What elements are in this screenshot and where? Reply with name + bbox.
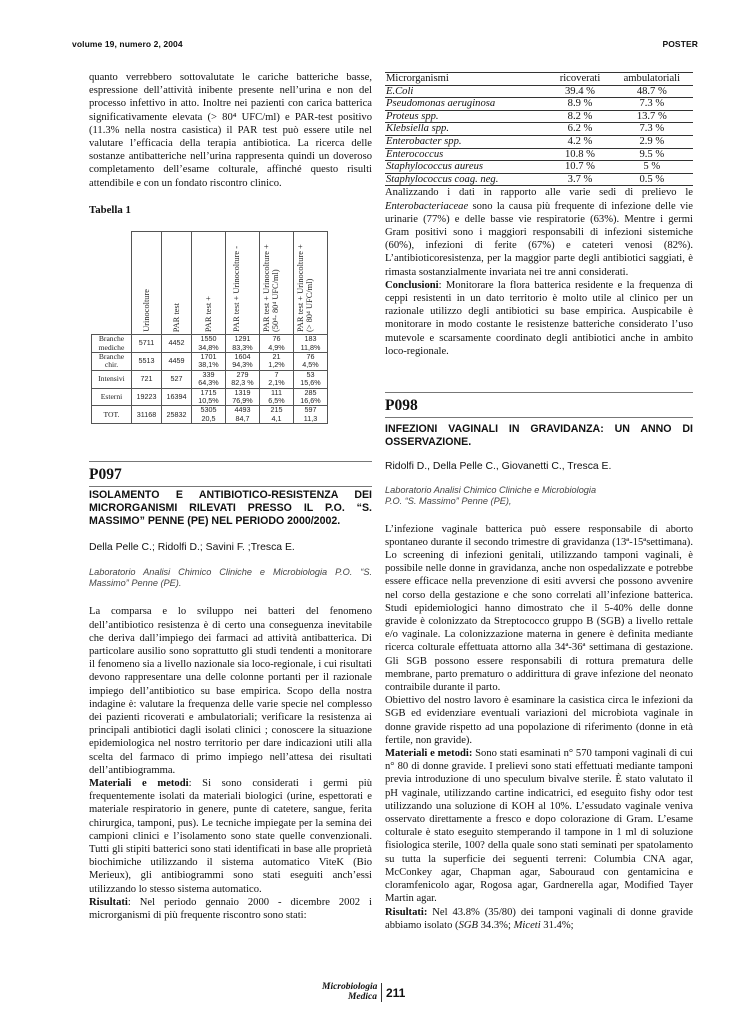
table1-header: PAR test + Urinocolture + (50⁴- 80⁴ UFC/ml) (260, 232, 294, 335)
table-cell: 53 15,6% (294, 370, 328, 388)
row-label: Branche chir. (92, 353, 132, 371)
table-cell: 527 (162, 370, 192, 388)
p098-affiliation: Laboratorio Analisi Chimico Cliniche e Microbiologia P.O. “S. Massimo” Penne (PE), (385, 484, 597, 507)
table1-header: PAR test + Urinocolture + (> 80⁴ UFC/ml) (294, 232, 328, 335)
table-cell: 1604 94,3% (226, 353, 260, 371)
table-row: Klebsiella spp. 6.2 % 7.3 % (385, 123, 693, 136)
table2-header-row (385, 73, 693, 86)
table-cell: 1715 10,5% (192, 388, 226, 406)
table-cell: 1701 38,1% (192, 353, 226, 371)
p098-authors: Ridolfi D., Della Pelle C., Giovanetti C., Tresca E. (385, 460, 612, 472)
table-row (92, 353, 328, 371)
table-cell: 285 16,6% (294, 388, 328, 406)
p097-title: ISOLAMENTO E ANTIBIOTICO-RESISTENZA DEI MICRORGANISMI RILEVATI PRESSO IL P.O. “S. MASSIMO” PENNE (PE) NEL PERIODO 2000/2002. (89, 489, 372, 527)
p097-authors: Della Pelle C.; Ridolfi D.; Savini F. ;Tresca E. (89, 542, 295, 554)
methods-label: Materiali e metodi (89, 778, 189, 790)
table-row: E.Coli 39.4 % 48.7 % (385, 85, 693, 98)
table-cell: 16394 (162, 388, 192, 406)
table-header: ricoverati (549, 73, 609, 86)
conclusions-label: Conclusioni (385, 279, 439, 291)
table-cell: 5513 (132, 353, 162, 371)
p098-objective: Obiettivo del nostro lavoro è esaminare la casistica circa le infezioni da SGB ed evidenziare eventuali variazioni del microbiota vaginale in donne gravide rispetto ad una popolazione di riferimento (donne in età fertile, non gravide). (385, 695, 693, 746)
table-row: Pseudomonas aeruginosa 8.9 % 7.3 % (385, 98, 693, 111)
table-cell: 5711 (132, 335, 162, 353)
table-cell: 21 1,2% (260, 353, 294, 371)
row-label: Branche mediche (92, 335, 132, 353)
left-column (89, 71, 372, 424)
analysis-paragraph: Analizzando i dati in rapporto alle varie sedi di prelievo le Enterobacteriaceae sono la causa più frequente di infezione delle vie urinarie (77%) e delle basse vie respiratorie (63%). Mentre i germi Gram positivi sono i maggiori responsabili di infezioni sistemiche (60%), infezioni di ferite (67%) e cateteri venosi (82%). L’antibioticoresistenza, per la maggior parte degli antibiotici saggiati, è rimasta sostanzialmente invariata nei tre anni considerati. (385, 187, 693, 278)
running-header-right: POSTER (662, 39, 698, 49)
table1-header: PAR test (162, 232, 192, 335)
table-header: ambulatoriali (610, 73, 693, 86)
table-cell: 597 11,3 (294, 406, 328, 424)
table-row (92, 335, 328, 353)
table1 (91, 231, 328, 424)
p098-results: Risultati: Nel 43.8% (35/80) dei tamponi vaginali di donne gravide abbiamo isolato (SGB 34.3%; Miceti 31.4%; (385, 906, 693, 931)
table-cell: 4459 (162, 353, 192, 371)
page-footer (322, 983, 405, 1002)
table-cell: 279 82,3 % (226, 370, 260, 388)
p097-body (89, 489, 372, 922)
table1-caption: Tabella 1 (89, 203, 131, 216)
table-cell: 4452 (162, 335, 192, 353)
row-label: TOT. (92, 406, 132, 424)
p098-methods: Materiali e metodi: Sono stati esaminati n° 570 tamponi vaginali di cui n° 80 di donne gravide. I prelievi sono stati effettuati mediante tamponi previa introduzione di uno speculum bivalve sterile. È stato valutato il pH vaginale, utilizzando cartine indicatrici, ed eseguito fishy odor test utilizzando una soluzione di KOH al 10%. L’essudato vaginale veniva osservato direttamente a fresco e dopo colorazione di Gram. L’esame colturale è stato eseguito stemperando il tampone in 1 ml di soluzione fisiologica sterile, 100? della quale sono stati seminati per spatolamento su tutta la superficie dei seguenti terreni: Columbia CNA agar, McConkey agar, Chapman agar, Sabouraud con gentamicina e cloramfenicolo agar, Rogosa agar, Gardnerella agar, Modified Tayer Martin agar. (385, 748, 693, 905)
conclusions-paragraph: Conclusioni: Monitorare la flora batterica residente e la frequenza di ceppi resistenti in un dato territorio è molto utile al clinico per un razionale utilizzo degli antibiotici su base empirica. Auspicabile è monitorare in modo costante le resistenze batteriche considerato l’uso mutevole e scarsamente coordinato degli antibiotici anche in ambito loco-regionale. (385, 279, 693, 357)
table-cell: 183 11,8% (294, 335, 328, 353)
p097-affiliation: Laboratorio Analisi Chimico Cliniche e Microbiologia P.O. “S. Massimo” Penne (PE). (89, 566, 372, 588)
table-cell: 7 2,1% (260, 370, 294, 388)
table1-corner (92, 232, 132, 335)
intro-paragraph: quanto verrebbero sottovalutate le cariche batteriche basse, espressione dell’attività inibente presente nell’urina e non del processo infettivo in atto. Inoltre nei pazienti con carica batterica significativamente elevata (> 80⁴ UFC/ml) e PAR-test positivo (11.3% nella nostra casistica) il PAR test può essere utile nel valutare l’efficacia della terapia antibiotica. La ricerca delle sostanze antibatteriche nell’urina rappresenta quindi un doveroso completamento dell’esame colturale, affinché questo risulti attendibile e con un fondato riscontro clinico. (89, 72, 372, 189)
table-cell: 19223 (132, 388, 162, 406)
table1-header: Urinocolture (132, 232, 162, 335)
table2 (385, 72, 693, 186)
table-cell: 339 64,3% (192, 370, 226, 388)
table1-header: PAR test + Urinocolture - (226, 232, 260, 335)
table-row: Staphylococcus aureus 10.7 % 5 % (385, 161, 693, 174)
page-number: 211 (386, 986, 406, 1000)
table-cell: 31168 (132, 406, 162, 424)
methods-label: Materiali e metodi: (385, 748, 473, 760)
table1-header-row (92, 232, 328, 335)
table-cell: 4493 84,7 (226, 406, 260, 424)
results-label: Risultati (89, 896, 128, 908)
table-row: Staphylococcus coag. neg. 3.7 % 0.5 % (385, 173, 693, 186)
table-cell: 1550 34,8% (192, 335, 226, 353)
p097-results: Risultati: Nel periodo gennaio 2000 - dicembre 2002 i microrganismi di più frequente riscontro sono stati: (89, 896, 372, 922)
p098-intro: L’infezione vaginale batterica può essere responsabile di aborto spontaneo durante il secondo trimestre di gravidanza (13ª-15ªsettimana). Lo screening di infezioni genitali, utilizzando tamponi vaginali, è possibile nelle donne in gravidanza, anche non ospedalizzate e potrebbe essere efficace nella prevenzione di esiti avversi che possono avvenire nel corso della gestazione e che sono correlati all’infezione batterica. Studi epidemiologici hanno dimostrato che il 5-40% delle donne gravide è colonizzato da Streptococco gruppo B (SGB) a livello rettale e/o vaginale. La colonizzazione materna in genere è definita mediante ricerca colturale effettuata attorno alla 34ª-36ª settimana di gestazione. Gli SGB possono essere responsabili di rottura prematura delle membrane, parto prematuro o addirittura di grave infezione del neonato contraibile durante il parto. (385, 523, 693, 694)
table-cell: 25832 (162, 406, 192, 424)
section-code-p098: P098 (385, 392, 693, 418)
p098-body (385, 423, 693, 932)
p097-methods: Materiali e metodi: Si sono considerati i germi più frequentemente isolati da materiali biologici (urine, espettorati e materiale respiratorio in genere, punte di catetere, sangue, ferita chirurgica, tamponi, pus). Le tecniche impiegate per la semina dei campioni clinici e l’isolamento sono state quelle convenzionali. Tutti gli stipiti batterici sono stati identificati in base alle proprietà biochimiche utilizzando il sistema automatico ViteK (Bio Merieux), gli antibiogrammi sono stati eseguiti anch’essi utilizzando lo stesso sistema automatico. (89, 778, 372, 895)
table-row: Proteus spp. 8.2 % 13.7 % (385, 110, 693, 123)
table-cell: 76 4,5% (294, 353, 328, 371)
table-row (92, 388, 328, 406)
right-column (385, 72, 693, 358)
table-row (92, 406, 328, 424)
table-cell: 1291 83,3% (226, 335, 260, 353)
table-cell: 111 6,5% (260, 388, 294, 406)
running-header-left: volume 19, numero 2, 2004 (72, 39, 183, 49)
results-label: Risultati: (385, 906, 428, 918)
journal-logo: Microbiologia Medica (322, 983, 382, 1002)
table-header: Microrganismi (385, 73, 549, 86)
table-row: Enterococcus 10.8 % 9.5 % (385, 148, 693, 161)
p097-intro: La comparsa e lo sviluppo nei batteri del fenomeno dell’antibiotico resistenza è di certo una conseguenza inevitabile che deriva dall’impiego dei farmaci ad attività antibatterica. Di particolare ausilio sono soprattutto gli studi tendenti a monitorare il fenomeno sia a livello nazionale sia loco-regionale, i cui risultati devono rappresentare una delle colonne portanti per il razionale impiego dell’antibiotico su base empirica. Scopo della nostra indagine è: valutare la frequenza delle varie specie nel complesso dei pazienti ricoverati e ambulatoriali; verificare la resistenza ai principali antibiotici dagli isolati clinici ; conoscere la situazione epidemiologica nel nostro territorio per dare indicazioni utili alla scelta del farmaco di primo impiego nell’attesa dei risultati dell’antibiogramma. (89, 606, 372, 776)
table-row: Enterobacter spp. 4.2 % 2.9 % (385, 135, 693, 148)
table-cell: 5305 20,5 (192, 406, 226, 424)
table-cell: 1319 76,9% (226, 388, 260, 406)
section-code-p097: P097 (89, 461, 372, 487)
table-cell: 215 4,1 (260, 406, 294, 424)
table-row (92, 370, 328, 388)
p098-title: INFEZIONI VAGINALI IN GRAVIDANZA: UN ANNO DI OSSERVAZIONE. (385, 423, 693, 448)
row-label: Esterni (92, 388, 132, 406)
row-label: Intensivi (92, 370, 132, 388)
table-cell: 721 (132, 370, 162, 388)
table-cell: 76 4,9% (260, 335, 294, 353)
table1-header: PAR test + (192, 232, 226, 335)
